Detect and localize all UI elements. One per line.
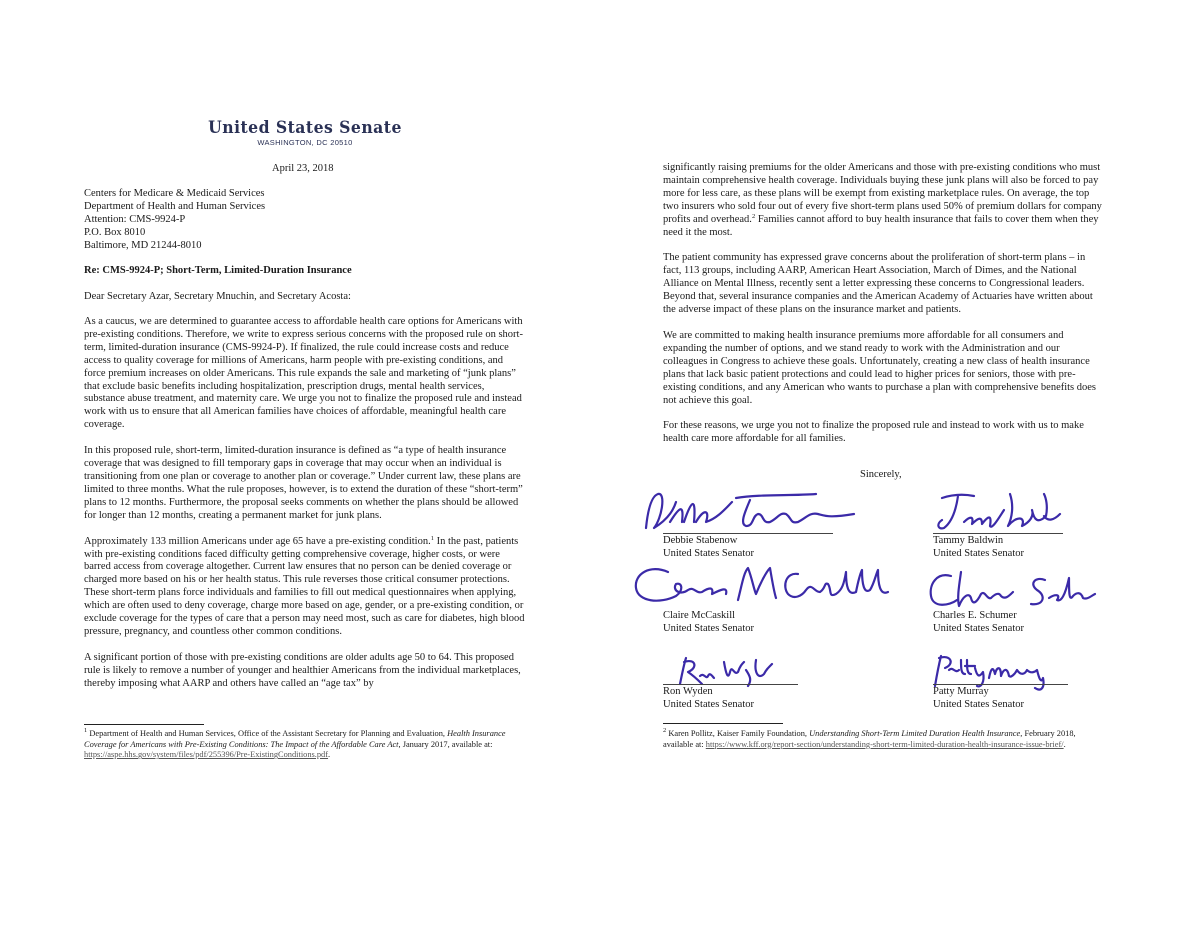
- signature-schumer: [925, 566, 1100, 614]
- body-paragraph: The patient community has expressed grave concerns about the proliferation of short-term plans – in fact, 113 groups, including AARP, American Heart Association, March of Dimes, and the National Alliance on Mental Illness, recently sent a letter expressing these concerns to Congressional leaders. Beyond that, several insurance companies and the American Academy of Actuaries have written about the adverse impact of these plans on the insurance market and patients.: [663, 252, 1093, 316]
- signatory-title: United States Senator: [933, 548, 1024, 559]
- signatory-block: [663, 685, 754, 711]
- body-paragraph: For these reasons, we urge you not to finalize the proposed rule and instead to work with us to make health care more affordable for all families.: [663, 420, 1084, 445]
- body-paragraph: A significant portion of those with pre-existing conditions are older adults age 50 to 64. This proposed rule is likely to remove a number of younger and healthier Americans from the individual marketplaces, thereby imposing what AARP and others have called an “age tax” by: [84, 651, 521, 689]
- signature-mccaskill: [630, 560, 900, 612]
- footnote-title: Health Insurance Coverage for Americans with Pre-Existing Conditions: The Impact of the Affordable Care Act: [84, 729, 506, 749]
- footnote-number: 1: [84, 727, 88, 734]
- signature-stabenow: [640, 488, 860, 538]
- footnote-number: 2: [663, 727, 667, 734]
- signatory-name: Tammy Baldwin: [933, 535, 1004, 546]
- subject-line: Re: CMS-9924-P; Short-Term, Limited-Duration Insurance: [84, 265, 352, 276]
- body-paragraph: [663, 162, 1103, 239]
- signatory-name: Debbie Stabenow: [663, 535, 738, 546]
- signatory-title: United States Senator: [663, 548, 754, 559]
- footnote-link[interactable]: https://aspe.hhs.gov/system/files/pdf/255396/Pre-ExistingConditions.pdf: [84, 750, 329, 760]
- signatory-title: United States Senator: [933, 699, 1024, 710]
- signatory-name: Charles E. Schumer: [933, 610, 1017, 621]
- paragraph-text: significantly raising premiums for the older Americans and those with pre-existing conditions who must maintain comprehensive health coverage. Individuals buying these junk plans will also be forced to pay more for less care, as these plans will be exempt from existing marketplace rules. On average, the top two insurers who sold four out of every five short-term plans used 50% of premium dollars for company profits and overhead.: [663, 162, 1102, 225]
- address-line: P.O. Box 8010: [84, 226, 146, 238]
- address-line: Centers for Medicare & Medicaid Services: [84, 188, 265, 199]
- letterhead-title: United States Senate: [208, 118, 402, 138]
- letter-body-left: [84, 316, 525, 691]
- signatory-name: Ron Wyden: [663, 686, 713, 697]
- paragraph-text: Approximately 133 million Americans under age 65 have a pre-existing condition.: [84, 535, 431, 547]
- letter-page-2: [600, 0, 1200, 927]
- letter-body-right: [663, 162, 1103, 446]
- footnote-text: Department of Health and Human Services, Office of the Assistant Secretary for Planning and Evaluation,: [87, 729, 448, 738]
- address-line: Baltimore, MD 21244-8010: [84, 239, 202, 251]
- letterhead: [180, 118, 430, 147]
- footnote-divider: [84, 724, 204, 725]
- footnote-marker: 2: [751, 212, 756, 220]
- signatory-title: United States Senator: [663, 699, 754, 710]
- footnote-2: [663, 729, 1103, 750]
- body-paragraph: As a caucus, we are determined to guarantee access to affordable health care options for Americans with pre-existing conditions. Therefore, we write to express serious concerns with the proposed rule on short-term, limited-duration insurance (CMS-9924-P). If finalized, the rule could increase costs and reduce access to quality coverage for millions of Americans, harm people with pre-existing conditions, and force premium increases on older Americans. This rule expands the sale and marketing of “junk plans” that exclude basic benefits including hospitalization, prescription drugs, mental health services, substance abuse treatment, and maternity care. We urge you not to finalize the proposed rule and instead work with us to ensure that all American families have choices of affordable, meaningful health care coverage.: [84, 316, 523, 431]
- signatory-block: [933, 534, 1024, 560]
- signatory-name: Patty Murray: [933, 686, 989, 697]
- paragraph-text: In the past, patients with pre-existing conditions faced difficulty getting comprehensive coverage, higher costs, or were barred access from coverage altogether. Current law ensures that no person can be denied coverage or charged more based on his or her health status. This rule reverses those critical consumer protections. These short-term plans force individuals and families to fill out medical questionnaires when applying, which are often used to deny coverage, charge more based on age, gender, or a pre-existing condition, or exclude coverage for the types of care that a person may need most, such as care for diabetes, high blood pressure, pregnancy, and countless other common conditions.: [84, 535, 525, 637]
- footnote-text: .: [328, 750, 331, 760]
- footnote-marker: 1: [430, 534, 434, 542]
- signatory-block: [663, 534, 754, 560]
- footnote-title: Understanding Short-Term Limited Duration Health Insurance: [809, 729, 1021, 738]
- address-line: Attention: CMS-9924-P: [84, 213, 186, 225]
- signatory-title: United States Senator: [663, 623, 754, 634]
- closing: Sincerely,: [860, 469, 902, 480]
- address-line: Department of Health and Human Services: [84, 200, 266, 212]
- signatory-title: United States Senator: [933, 623, 1024, 634]
- footnote-1: [84, 729, 525, 761]
- signatory-block: [663, 609, 754, 635]
- signatory-name: Claire McCaskill: [663, 610, 736, 621]
- signatory-block: [933, 685, 1024, 711]
- footnote-text: , February 2018, available at:: [663, 729, 1076, 749]
- footnote-text: , January 2017, available at:: [398, 739, 493, 749]
- footnote-link[interactable]: https://www.kff.org/report-section/understanding-short-term-limited-duration-health-insurance-issue-brief/: [705, 739, 1064, 749]
- signatory-block: [933, 609, 1024, 635]
- body-paragraph: In this proposed rule, short-term, limited-duration insurance is defined as “a type of health insurance coverage that was designed to fill temporary gaps in coverage that may occur when an individual is transitioning from one plan or coverage to another plan or coverage.” Under current law, these plans are limited to three months. What the rule proposes, however, is to extend the duration of these “short-term” plans to 12 months. Furthermore, the proposal seeks comments on whether the plans should be allowed for longer than 12 months, creating a permanent market for junk plans.: [84, 445, 523, 521]
- recipient-address: [84, 188, 524, 253]
- footnote-text: .: [1063, 739, 1066, 749]
- letter-date: April 23, 2018: [272, 163, 334, 174]
- body-paragraph: We are committed to making health insurance premiums more affordable for all consumers and expanding the number of options, and we stand ready to work with the Administration and our colleagues in Congress to achieve these goals. Unfortunately, creating a new class of health insurance plans that lack basic patient protections and could lead to higher prices for seniors, those with pre-existing conditions, and any American who wants to purchase a plan with comprehensive benefits does not achieve this goal.: [663, 329, 1097, 406]
- footnote-divider: [663, 723, 783, 724]
- letterhead-location: WASHINGTON, DC 20510: [257, 138, 353, 147]
- paragraph-text: Families cannot afford to buy health insurance that fails to cover them when they need it the most.: [663, 213, 1099, 238]
- footnote-text: Karen Pollitz, Kaiser Family Foundation,: [666, 729, 810, 738]
- signature-baldwin: [930, 486, 1070, 536]
- salutation: Dear Secretary Azar, Secretary Mnuchin, and Secretary Acosta:: [84, 291, 351, 302]
- body-paragraph: [84, 536, 525, 639]
